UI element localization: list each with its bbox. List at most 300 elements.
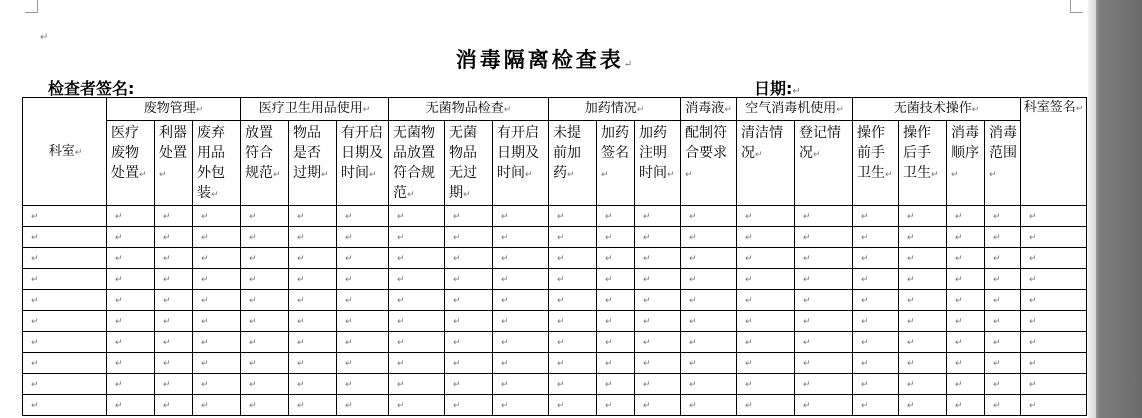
paragraph-mark: ↵ [907,274,915,285]
table-cell[interactable] [985,395,1021,416]
table-cell[interactable] [597,311,635,332]
table-cell[interactable] [985,227,1021,248]
column-header-cell[interactable] [107,121,155,206]
group-header-cell[interactable] [549,98,681,121]
table-cell[interactable] [289,353,337,374]
table-cell[interactable] [193,332,241,353]
paragraph-mark: ↵ [907,358,915,369]
table-cell[interactable] [899,374,947,395]
table-cell[interactable] [445,248,493,269]
table-cell[interactable] [241,395,289,416]
paragraph-mark: ↵ [724,104,732,115]
table-cell[interactable] [337,395,389,416]
table-cell[interactable] [549,248,597,269]
table-cell[interactable] [635,206,681,227]
table-cell[interactable] [737,311,795,332]
table-cell[interactable] [795,269,853,290]
table-cell[interactable] [155,290,193,311]
table-cell[interactable] [681,269,737,290]
table-cell[interactable] [241,332,289,353]
table-cell[interactable] [23,206,107,227]
table-cell[interactable] [549,395,597,416]
table-cell[interactable] [947,248,985,269]
paragraph-mark: ↵ [557,400,565,411]
table-cell[interactable] [193,311,241,332]
table-cell[interactable] [899,311,947,332]
table-cell[interactable] [193,353,241,374]
table-cell[interactable] [635,227,681,248]
table-cell[interactable] [389,311,445,332]
table-cell[interactable] [947,395,985,416]
table-cell[interactable] [445,332,493,353]
table-cell[interactable] [635,374,681,395]
table-cell[interactable] [23,311,107,332]
group-header-cell[interactable] [737,98,853,121]
table-cell[interactable] [241,374,289,395]
table-cell[interactable] [1021,227,1087,248]
table-cell[interactable] [107,353,155,374]
column-header-cell[interactable] [193,121,241,206]
table-cell[interactable] [107,269,155,290]
paragraph-mark: ↵ [297,232,305,243]
column-header-label: 登记情况 [799,125,841,161]
table-cell[interactable] [23,353,107,374]
table-cell[interactable] [1021,290,1087,311]
table-cell[interactable] [853,374,899,395]
group-header-cell[interactable] [853,98,1021,121]
table-cell[interactable] [549,353,597,374]
table-cell[interactable] [289,269,337,290]
table-cell[interactable] [1021,374,1087,395]
room-header-cell[interactable] [23,98,107,206]
table-cell[interactable] [493,374,549,395]
table-cell[interactable] [445,353,493,374]
table-cell[interactable] [155,311,193,332]
table-cell[interactable] [853,206,899,227]
inspection-table[interactable] [22,97,1087,416]
table-cell[interactable] [549,374,597,395]
table-cell[interactable] [337,248,389,269]
table-cell[interactable] [445,311,493,332]
table-cell[interactable] [193,248,241,269]
table-cell[interactable] [853,290,899,311]
table-cell[interactable] [1021,269,1087,290]
group-header-cell[interactable] [107,98,241,121]
table-cell[interactable] [289,227,337,248]
table-cell[interactable] [597,395,635,416]
table-cell[interactable] [241,311,289,332]
table-cell[interactable] [445,206,493,227]
table-cell[interactable] [155,227,193,248]
table-cell[interactable] [493,248,549,269]
table-cell[interactable] [23,269,107,290]
table-cell[interactable] [23,332,107,353]
table-cell[interactable] [445,227,493,248]
table-cell[interactable] [107,395,155,416]
table-cell[interactable] [337,206,389,227]
column-header-label: 医疗废物处置 [111,125,139,181]
table-cell[interactable] [597,353,635,374]
paragraph-mark: ↵ [201,358,209,369]
table-cell[interactable] [193,227,241,248]
paragraph-mark: ↵ [1029,379,1037,390]
table-cell[interactable] [337,332,389,353]
table-cell[interactable] [389,290,445,311]
table-cell[interactable] [635,269,681,290]
table-cell[interactable] [899,395,947,416]
table-cell[interactable] [635,353,681,374]
table-cell[interactable] [795,395,853,416]
table-cell[interactable] [289,332,337,353]
table-cell[interactable] [597,332,635,353]
table-cell[interactable] [193,206,241,227]
table-cell[interactable] [241,227,289,248]
column-header-cell[interactable] [899,121,947,206]
paragraph-mark: ↵ [31,295,39,306]
table-cell[interactable] [389,227,445,248]
table-cell[interactable] [493,353,549,374]
table-cell[interactable] [493,395,549,416]
table-cell[interactable] [795,290,853,311]
column-header-label: 有开启日期及时间 [341,125,383,181]
table-cell[interactable] [681,227,737,248]
header-row-columns [23,121,1087,206]
paragraph-mark: ↵ [74,148,83,158]
paragraph-mark: ↵ [501,253,509,264]
paragraph-mark: ↵ [345,379,353,390]
table-cell[interactable] [389,206,445,227]
table-cell[interactable] [445,395,493,416]
group-header-label: 空气消毒机使用 [745,100,837,116]
paragraph-mark: ↵ [501,295,509,306]
column-header-cell[interactable] [597,121,635,206]
table-cell[interactable] [899,206,947,227]
table-cell[interactable] [737,290,795,311]
table-row [23,332,1087,353]
table-row [23,374,1087,395]
table-cell[interactable] [549,269,597,290]
table-cell[interactable] [795,374,853,395]
table-cell[interactable] [193,269,241,290]
table-cell[interactable] [107,290,155,311]
table-cell[interactable] [23,290,107,311]
paragraph-mark: ↵ [115,358,123,369]
table-cell[interactable] [853,353,899,374]
table-cell[interactable] [795,311,853,332]
table-cell[interactable] [597,269,635,290]
table-cell[interactable] [853,269,899,290]
table-cell[interactable] [899,248,947,269]
table-cell[interactable] [681,353,737,374]
table-cell[interactable] [899,290,947,311]
column-header-label: 消毒顺序 [951,125,979,161]
column-header-cell[interactable] [681,121,737,206]
table-cell[interactable] [549,227,597,248]
column-header-cell[interactable] [445,121,493,206]
paragraph-mark: ↵ [297,295,305,306]
paragraph-mark: ↵ [345,316,353,327]
paragraph-mark: ↵ [407,190,415,200]
table-cell[interactable] [737,269,795,290]
table-cell[interactable] [795,332,853,353]
paragraph-mark: ↵ [1029,274,1037,285]
column-header-cell[interactable] [389,121,445,206]
table-cell[interactable] [737,206,795,227]
paragraph-mark: ↵ [397,316,405,327]
table-cell[interactable] [193,374,241,395]
table-cell[interactable] [899,269,947,290]
table-cell[interactable] [389,248,445,269]
table-cell[interactable] [445,290,493,311]
table-cell[interactable] [635,290,681,311]
table-cell[interactable] [193,290,241,311]
paragraph-mark: ↵ [397,358,405,369]
table-cell[interactable] [493,269,549,290]
paragraph-mark: ↵ [297,379,305,390]
paragraph-mark: ↵ [1075,104,1084,114]
table-cell[interactable] [241,206,289,227]
paragraph-mark: ↵ [362,104,371,115]
document-title[interactable] [0,44,1088,74]
paragraph-mark: ↵ [397,337,405,348]
table-cell[interactable] [493,332,549,353]
paragraph-mark: ↵ [397,253,405,264]
table-cell[interactable] [193,395,241,416]
paragraph-mark: ↵ [643,337,651,348]
table-cell[interactable] [241,269,289,290]
table-cell[interactable] [493,311,549,332]
column-header-cell[interactable] [549,121,597,206]
table-cell[interactable] [985,248,1021,269]
table-cell[interactable] [737,395,795,416]
table-cell[interactable] [241,290,289,311]
column-header-label: 利器处置 [159,125,187,161]
column-header-cell[interactable] [337,121,389,206]
table-cell[interactable] [635,248,681,269]
paragraph-mark: ↵ [345,358,353,369]
table-cell[interactable] [795,353,853,374]
table-cell[interactable] [985,353,1021,374]
paragraph-mark: ↵ [463,190,471,200]
paragraph-mark: ↵ [453,253,461,264]
table-cell[interactable] [853,311,899,332]
table-cell[interactable] [289,395,337,416]
table-cell[interactable] [389,395,445,416]
column-header-cell[interactable] [635,121,681,206]
paragraph-mark: ↵ [249,274,257,285]
table-cell[interactable] [597,227,635,248]
table-cell[interactable] [947,206,985,227]
table-cell[interactable] [1021,248,1087,269]
table-cell[interactable] [107,332,155,353]
column-header-cell[interactable] [289,121,337,206]
table-cell[interactable] [337,311,389,332]
column-header-cell[interactable] [795,121,853,206]
table-cell[interactable] [337,353,389,374]
table-cell[interactable] [107,227,155,248]
table-cell[interactable] [681,248,737,269]
paragraph-mark: ↵ [803,295,811,306]
table-cell[interactable] [337,374,389,395]
table-cell[interactable] [795,206,853,227]
paragraph-mark: ↵ [557,274,565,285]
table-cell[interactable] [681,311,737,332]
table-cell[interactable] [635,311,681,332]
room-header-text: 科室 [48,144,75,159]
table-cell[interactable] [445,374,493,395]
table-cell[interactable] [493,206,549,227]
inspector-signature-label[interactable]: 检查者签名: [48,79,135,98]
table-cell[interactable] [155,248,193,269]
table-cell[interactable] [155,353,193,374]
table-cell[interactable] [23,374,107,395]
table-cell[interactable] [635,332,681,353]
table-cell[interactable] [947,353,985,374]
table-cell[interactable] [107,374,155,395]
table-cell[interactable] [389,353,445,374]
table-cell[interactable] [635,395,681,416]
table-cell[interactable] [681,332,737,353]
date-label[interactable] [754,76,801,99]
table-cell[interactable] [549,311,597,332]
table-cell[interactable] [549,332,597,353]
table-cell[interactable] [155,269,193,290]
signature-header-cell[interactable] [1021,98,1087,206]
paragraph-mark: ↵ [931,170,939,180]
column-header-cell[interactable] [493,121,549,206]
table-cell[interactable] [899,332,947,353]
table-cell[interactable] [597,206,635,227]
table-cell[interactable] [985,332,1021,353]
paragraph-mark: ↵ [907,337,915,348]
table-cell[interactable] [681,290,737,311]
table-cell[interactable] [985,269,1021,290]
table-cell[interactable] [155,374,193,395]
table-cell[interactable] [1021,311,1087,332]
paragraph-mark: ↵ [297,274,305,285]
column-header-cell[interactable] [985,121,1021,206]
paragraph-mark: ↵ [605,316,613,327]
table-cell[interactable] [947,332,985,353]
table-cell[interactable] [947,374,985,395]
table-cell[interactable] [107,206,155,227]
table-cell[interactable] [23,248,107,269]
table-cell[interactable] [493,290,549,311]
table-cell[interactable] [681,395,737,416]
table-cell[interactable] [737,248,795,269]
table-cell[interactable] [947,269,985,290]
table-cell[interactable] [681,374,737,395]
group-header-cell[interactable] [389,98,549,121]
paragraph-mark: ↵ [201,400,209,411]
table-cell[interactable] [853,227,899,248]
table-cell[interactable] [241,248,289,269]
table-cell[interactable] [947,227,985,248]
table-cell[interactable] [155,395,193,416]
paragraph-mark: ↵ [643,253,651,264]
margin-corner-mark [25,0,38,13]
table-cell[interactable] [289,248,337,269]
table-cell[interactable] [853,332,899,353]
table-cell[interactable] [985,374,1021,395]
paragraph-mark: ↵ [907,316,915,327]
paragraph-mark: ↵ [803,337,811,348]
table-cell[interactable] [737,332,795,353]
table-cell[interactable] [337,269,389,290]
table-cell[interactable] [899,353,947,374]
group-header-cell[interactable] [241,98,389,121]
table-cell[interactable] [155,332,193,353]
table-cell[interactable] [549,206,597,227]
table-cell[interactable] [853,395,899,416]
table-cell[interactable] [107,311,155,332]
paragraph-mark: ↵ [689,232,697,243]
table-cell[interactable] [597,374,635,395]
paragraph-mark: ↵ [803,274,811,285]
table-cell[interactable] [289,374,337,395]
table-cell[interactable] [337,227,389,248]
column-header-cell[interactable] [737,121,795,206]
table-cell[interactable] [549,290,597,311]
table-cell[interactable] [1021,353,1087,374]
table-cell[interactable] [853,248,899,269]
table-cell[interactable] [241,353,289,374]
group-header-cell[interactable] [681,98,737,121]
table-cell[interactable] [389,374,445,395]
table-cell[interactable] [737,353,795,374]
table-cell[interactable] [107,248,155,269]
table-cell[interactable] [289,311,337,332]
table-cell[interactable] [1021,206,1087,227]
table-row [23,395,1087,416]
paragraph-mark: ↵ [685,170,693,180]
table-cell[interactable] [389,269,445,290]
table-cell[interactable] [1021,332,1087,353]
table-cell[interactable] [985,206,1021,227]
table-cell[interactable] [289,290,337,311]
paragraph-mark: ↵ [1029,400,1037,411]
table-cell[interactable] [445,269,493,290]
table-cell[interactable] [737,374,795,395]
table-cell[interactable] [23,227,107,248]
table-cell[interactable] [289,206,337,227]
table-cell[interactable] [1021,395,1087,416]
table-cell[interactable] [899,227,947,248]
table-cell[interactable] [985,311,1021,332]
table-row [23,269,1087,290]
table-cell[interactable] [493,227,549,248]
column-header-cell[interactable] [947,121,985,206]
table-cell[interactable] [947,311,985,332]
table-cell[interactable] [681,206,737,227]
table-cell[interactable] [597,248,635,269]
table-cell[interactable] [337,290,389,311]
table-cell[interactable] [795,227,853,248]
column-header-cell[interactable] [853,121,899,206]
table-cell[interactable] [597,290,635,311]
table-cell[interactable] [155,206,193,227]
table-cell[interactable] [985,290,1021,311]
table-cell[interactable] [947,290,985,311]
table-cell[interactable] [389,332,445,353]
table-cell[interactable] [23,395,107,416]
column-header-cell[interactable] [241,121,289,206]
paragraph-mark: ↵ [993,379,1001,390]
table-cell[interactable] [795,248,853,269]
column-header-cell[interactable] [155,121,193,206]
paragraph-mark: ↵ [345,274,353,285]
table-cell[interactable] [737,227,795,248]
